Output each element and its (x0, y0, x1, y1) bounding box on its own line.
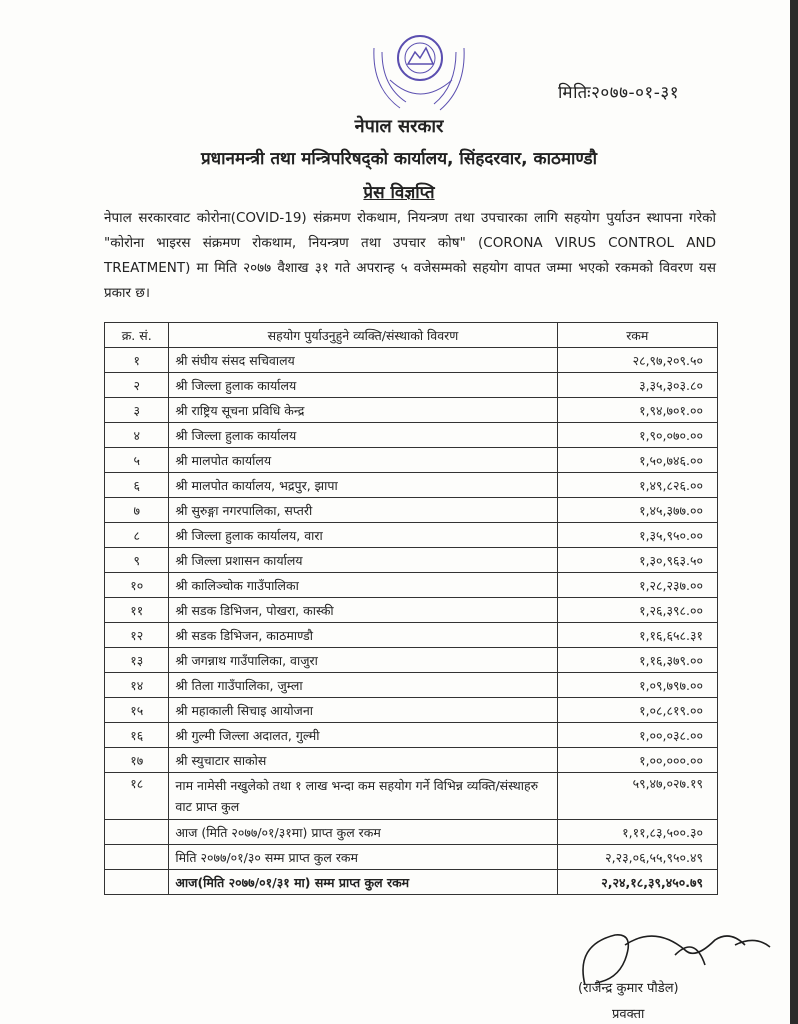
row-serial: १५ (105, 698, 169, 723)
table-row (105, 673, 718, 698)
row-amount: १,४५,३७७.०० (557, 498, 717, 523)
government-heading: नेपाल सरकार (354, 116, 444, 137)
row-donor: श्री तिला गाउँपालिका, जुम्ला (169, 673, 557, 698)
row-donor: श्री जिल्ला प्रशासन कार्यालय (169, 548, 557, 573)
row-amount: १,२६,३९८.०० (557, 598, 717, 623)
row-donor: श्री जिल्ला हुलाक कार्यालय (169, 423, 557, 448)
table-row (105, 548, 718, 573)
table-row (105, 473, 718, 498)
row-amount: १,०८,८१९.०० (557, 698, 717, 723)
table-row (105, 723, 718, 748)
row-serial: ८ (105, 523, 169, 548)
row-serial: १ (105, 348, 169, 373)
row-amount: १,१६,३७९.०० (557, 648, 717, 673)
row-donor: श्री महाकाली सिचाइ आयोजना (169, 698, 557, 723)
total-amount: २,२४,१८,३९,४५०.७९ (557, 870, 717, 895)
document-date: मितिः२०७७-०१-३१ (558, 83, 680, 103)
row-donor: श्री जिल्ला हुलाक कार्यालय (169, 373, 557, 398)
donation-table (104, 322, 718, 895)
total-label: आज (मिति २०७७/०१/३१मा) प्राप्त कुल रकम (169, 820, 557, 845)
office-heading: प्रधानमन्त्री तथा मन्त्रिपरिषद्को कार्यालय, सिंहदरवार, काठमाण्डौ (200, 149, 597, 169)
table-row (105, 698, 718, 723)
row-amount: १,९४,७०१.०० (557, 398, 717, 423)
table-header-row (105, 323, 718, 348)
total-row-today (105, 820, 718, 845)
row-serial: ७ (105, 498, 169, 523)
table-row (105, 423, 718, 448)
row-donor: श्री राष्ट्रिय सूचना प्रविधि केन्द्र (169, 398, 557, 423)
row-serial: १८ (105, 773, 169, 820)
row-amount: १,००,०००.०० (557, 748, 717, 773)
row-serial: १३ (105, 648, 169, 673)
row-amount: ३,३५,३०३.८० (557, 373, 717, 398)
total-label: मिति २०७७/०१/३० सम्म प्राप्त कुल रकम (169, 845, 557, 870)
row-donor: श्री सडक डिभिजन, पोखरा, कास्की (169, 598, 557, 623)
row-serial: १४ (105, 673, 169, 698)
row-amount: १,४९,८२६.०० (557, 473, 717, 498)
row-donor: श्री मालपोत कार्यालय (169, 448, 557, 473)
table-row (105, 448, 718, 473)
row-serial: ४ (105, 423, 169, 448)
row-serial: १२ (105, 623, 169, 648)
row-amount: २८,९७,२०९.५० (557, 348, 717, 373)
total-row-grand (105, 870, 718, 895)
row-donor: श्री जगन्नाथ गाउँपालिका, वाजुरा (169, 648, 557, 673)
row-serial: ११ (105, 598, 169, 623)
row-amount: ५९,४७,०२७.१९ (557, 773, 717, 820)
row-serial: ३ (105, 398, 169, 423)
row-donor: श्री कालिञ्चोक गाउँपालिका (169, 573, 557, 598)
row-donor: नाम नामेसी नखुलेको तथा १ लाख भन्दा कम सहयोग गर्ने विभिन्न व्यक्ति/संस्थाहरु वाट प्राप्त कुल (169, 773, 557, 820)
row-amount: १,२८,२३७.०० (557, 573, 717, 598)
government-seal (360, 18, 480, 128)
press-release-title: प्रेस विज्ञप्ति (363, 183, 435, 203)
row-donor: श्री सडक डिभिजन, काठमाण्डौ (169, 623, 557, 648)
row-amount: १,३५,९५०.०० (557, 523, 717, 548)
table-row (105, 648, 718, 673)
table-row (105, 773, 718, 820)
row-amount: १,१६,६५८.३१ (557, 623, 717, 648)
table-row (105, 498, 718, 523)
total-row-previous (105, 845, 718, 870)
row-serial: ६ (105, 473, 169, 498)
row-serial: १० (105, 573, 169, 598)
table-row (105, 348, 718, 373)
row-donor: श्री स्युचाटार साकोस (169, 748, 557, 773)
header-amount: रकम (557, 323, 717, 348)
signatory-role: प्रवक्ता (612, 1007, 645, 1022)
header-serial: क्र. सं. (105, 323, 169, 348)
table-row (105, 573, 718, 598)
total-amount: २,२३,०६,५५,९५०.४९ (557, 845, 717, 870)
row-donor: श्री मालपोत कार्यालय, भद्रपुर, झापा (169, 473, 557, 498)
row-donor: श्री गुल्मी जिल्ला अदालत, गुल्मी (169, 723, 557, 748)
row-donor: श्री संघीय संसद सचिवालय (169, 348, 557, 373)
row-donor: श्री सुरुङ्गा नगरपालिका, सप्तरी (169, 498, 557, 523)
row-donor: श्री जिल्ला हुलाक कार्यालय, वारा (169, 523, 557, 548)
row-serial: १६ (105, 723, 169, 748)
table-row (105, 398, 718, 423)
table-row (105, 373, 718, 398)
row-serial: ९ (105, 548, 169, 573)
table-row (105, 623, 718, 648)
table-row (105, 748, 718, 773)
total-amount: १,११,८३,५००.३० (557, 820, 717, 845)
row-amount: १,५०,७४६.०० (557, 448, 717, 473)
table-row (105, 523, 718, 548)
signatory-name: (राजेन्द्र कुमार पौडेल) (578, 981, 679, 996)
table-row (105, 598, 718, 623)
row-amount: १,३०,९६३.५० (557, 548, 717, 573)
header-donor: सहयोग पुर्याउनुहुने व्यक्ति/संस्थाको विवरण (169, 323, 557, 348)
row-serial: १७ (105, 748, 169, 773)
row-serial: ५ (105, 448, 169, 473)
row-amount: १,९०,०७०.०० (557, 423, 717, 448)
row-amount: १,०९,७९७.०० (557, 673, 717, 698)
row-amount: १,००,०३८.०० (557, 723, 717, 748)
intro-paragraph: नेपाल सरकारवाट कोरोना(COVID-19) संक्रमण रोकथाम, नियन्त्रण तथा उपचारका लागि सहयोग पुर्याउन स्थापना गरेको "कोरोना भाइरस संक्रमण रोकथाम, नियन्त्रण तथा उपचार कोष" (CORONA VIRUS CONTROL AND TREATMENT) मा मिति २०७७ वैशाख ३१ गते अपरान्ह ५ वजेसम्मको सहयोग वापत जम्मा भएको रकमको विवरण यस प्रकार छ। (104, 210, 716, 301)
row-serial: २ (105, 373, 169, 398)
total-label: आज(मिति २०७७/०१/३१ मा) सम्म प्राप्त कुल रकम (169, 870, 557, 895)
